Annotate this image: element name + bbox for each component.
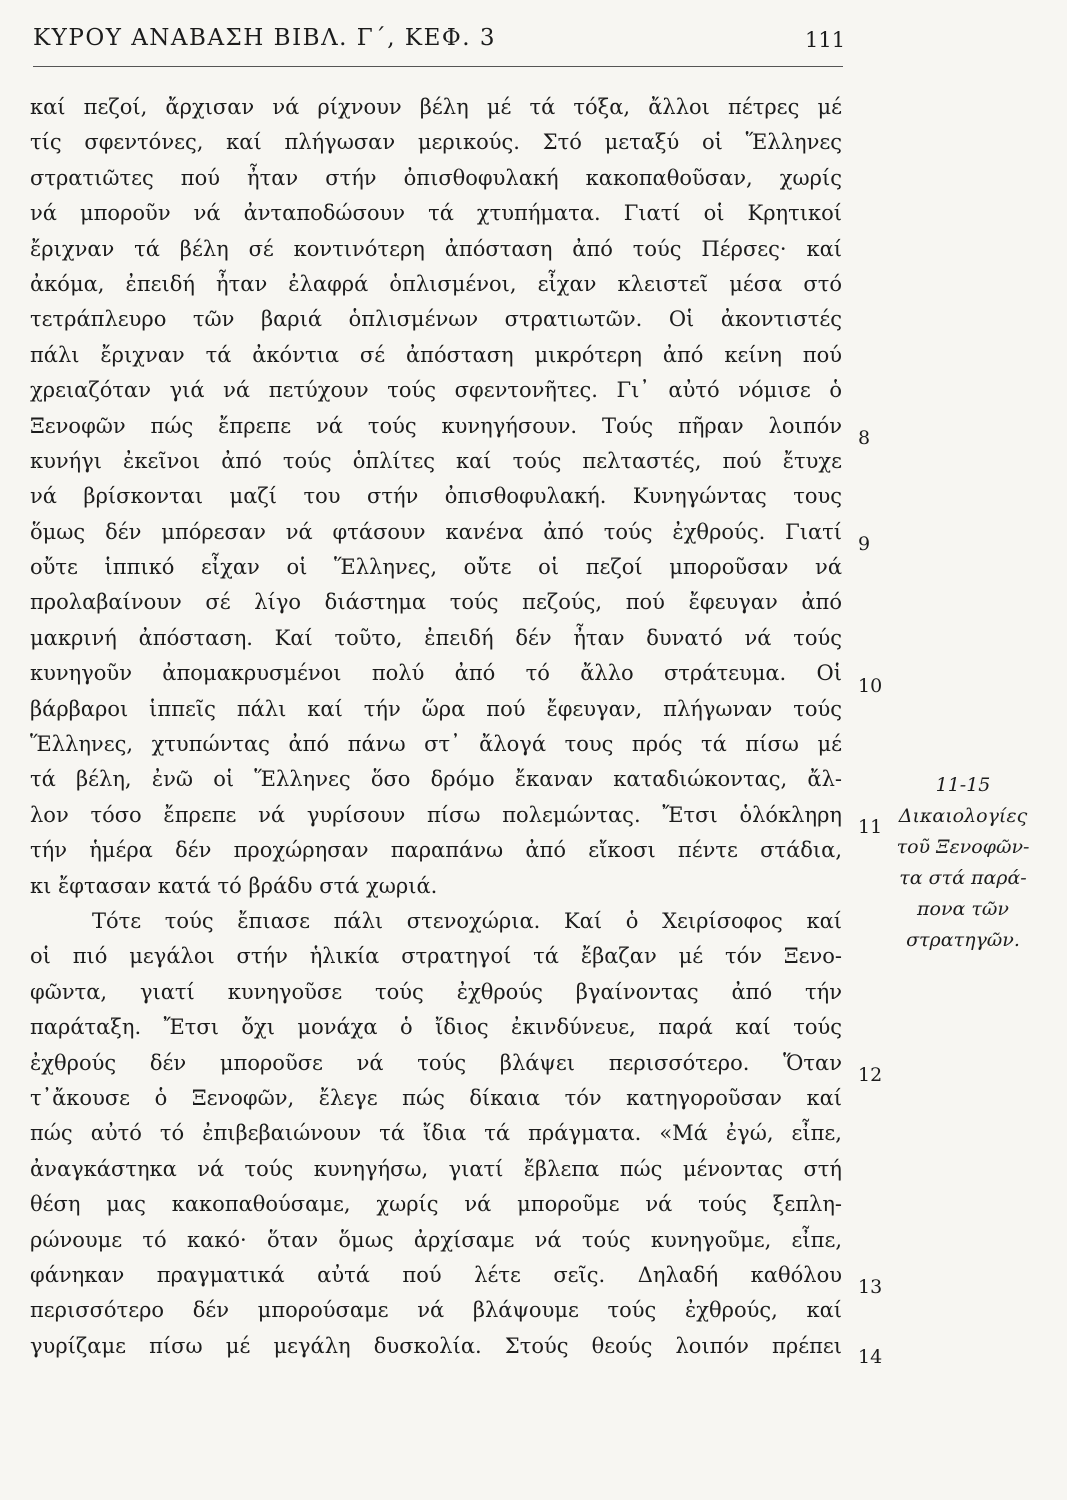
text-line: οἱ πιό μεγάλοι στήν ἡλικία στρατηγοί τά ἔβαζαν μέ τόν Ξενο- bbox=[30, 944, 842, 969]
margin-note-line: τα στά παρά- bbox=[899, 867, 1027, 889]
text-line: ἀκόμα, ἐπειδή ἦταν ἐλαφρά ὁπλισμένοι, εἶχαν κλειστεῖ μέσα στό bbox=[30, 271, 842, 296]
text-line: οὔτε ἱππικό εἶχαν οἱ Ἕλληνες, οὔτε οἱ πεζοί μποροῦσαν νά bbox=[30, 555, 842, 580]
text-line: θέση μας κακοπαθούσαμε, χωρίς νά μποροῦμε νά τούς ξεπλη- bbox=[30, 1192, 842, 1217]
margin-note-range: 11-15 bbox=[935, 774, 991, 796]
text-line: βάρβαροι ἱππεῖς πάλι καί τήν ὥρα πού ἔφευγαν, πλήγωναν τούς bbox=[30, 696, 842, 721]
margin-note-line: πονα τῶν bbox=[917, 898, 1009, 920]
text-line: πάλι ἔριχναν τά ἀκόντια σέ ἀπόσταση μικρότερη ἀπό κείνη πού bbox=[30, 342, 842, 367]
margin-note-line: τοῦ Ξενοφῶν- bbox=[896, 836, 1030, 858]
text-line: Ἕλληνες, χτυπώντας ἀπό πάνω στ᾽ ἄλογά τους πρός τά πίσω μέ bbox=[30, 732, 842, 757]
text-line: Ξενοφῶν πώς ἔπρεπε νά τούς κυνηγήσουν. Τούς πῆραν λοιπόν bbox=[30, 413, 842, 438]
text-line: καί πεζοί, ἄρχισαν νά ρίχνουν βέλη μέ τά τόξα, ἄλλοι πέτρες μέ bbox=[30, 95, 842, 119]
text-line: κυνηγοῦν ἀπομακρυσμένοι πολύ ἀπό τό ἄλλο στράτευμα. Οἱ bbox=[30, 661, 842, 686]
text-line: ρώνουμε τό κακό· ὅταν ὅμως ἀρχίσαμε νά τούς κυνηγοῦμε, εἶπε, bbox=[30, 1227, 842, 1252]
text-line: κυνήγι ἐκεῖνοι ἀπό τούς ὁπλίτες καί τούς πελταστές, πού ἔτυχε bbox=[30, 448, 842, 473]
text-line: ἔριχναν τά βέλη σέ κοντινότερη ἀπόσταση ἀπό τούς Πέρσες· καί bbox=[30, 236, 842, 261]
text-line: παράταξη. Ἔτσι ὄχι μονάχα ὁ ἴδιος ἐκινδύνευε, παρά καί τούς bbox=[30, 1015, 842, 1040]
section-number: 11 bbox=[858, 816, 883, 838]
text-line: μακρινή ἀπόσταση. Καί τοῦτο, ἐπειδή δέν ἦταν δυνατό νά τούς bbox=[30, 625, 842, 650]
section-number: 9 bbox=[858, 533, 871, 555]
text-line: ὅμως δέν μπόρεσαν νά φτάσουν κανένα ἀπό τούς ἐχθρούς. Γιατί bbox=[30, 519, 842, 544]
text-line: πώς αὐτό τό ἐπιβεβαιώνουν τά ἴδια τά πράγματα. «Μά ἐγώ, εἶπε, bbox=[30, 1121, 842, 1146]
text-line: φῶντα, γιατί κυνηγοῦσε τούς ἐχθρούς βγαίνοντας ἀπό τήν bbox=[30, 979, 842, 1004]
section-number: 13 bbox=[858, 1276, 883, 1298]
paragraph-end-line: κι ἔφτασαν κατά τό βράδυ στά χωριά. bbox=[30, 873, 438, 898]
text-line: στρατιῶτες πού ἦταν στήν ὀπισθοφυλακή κακοπαθοῦσαν, χωρίς bbox=[30, 165, 842, 190]
text-line: γυρίζαμε πίσω μέ μεγάλη δυσκολία. Στούς θεούς λοιπόν πρέπει bbox=[30, 1333, 842, 1358]
text-line: περισσότερο δέν μπορούσαμε νά βλάψουμε τούς ἐχθρούς, καί bbox=[30, 1298, 842, 1323]
text-line: χρειαζόταν γιά νά πετύχουν τούς σφεντονῆτες. Γι᾽ αὐτό νόμισε ὁ bbox=[30, 378, 842, 403]
text-line: νά βρίσκονται μαζί του στήν ὀπισθοφυλακή. Κυνηγώντας τους bbox=[30, 484, 842, 509]
text-line: ἀναγκάστηκα νά τούς κυνηγήσω, γιατί ἔβλεπα πώς μένοντας στή bbox=[30, 1156, 842, 1181]
section-number: 14 bbox=[858, 1346, 883, 1368]
text-line: νά μποροῦν νά ἀνταποδώσουν τά χτυπήματα. Γιατί οἱ Κρητικοί bbox=[30, 201, 842, 226]
section-number: 12 bbox=[858, 1064, 883, 1086]
margin-note-line: στρατηγῶν. bbox=[906, 929, 1020, 951]
text-line: προλαβαίνουν σέ λίγο διάστημα τούς πεζούς, πού ἔφευγαν ἀπό bbox=[30, 590, 842, 615]
margin-note-line: Δικαιολογίες bbox=[898, 805, 1028, 827]
text-line: τετράπλευρο τῶν βαριά ὁπλισμένων στρατιωτῶν. Οἱ ἀκοντιστές bbox=[30, 307, 842, 332]
text-line: τήν ἡμέρα δέν προχώρησαν παραπάνω ἀπό εἴκοσι πέντε στάδια, bbox=[30, 838, 842, 863]
text-line: φάνηκαν πραγματικά αὐτά πού λέτε σεῖς. Δηλαδή καθόλου bbox=[30, 1262, 842, 1287]
text-line: τ᾽ἄκουσε ὁ Ξενοφῶν, ἔλεγε πώς δίκαια τόν κατηγοροῦσαν καί bbox=[30, 1085, 842, 1110]
text-line: τά βέλη, ἐνῶ οἱ Ἕλληνες ὅσο δρόμο ἔκαναν καταδιώκοντας, ἄλ- bbox=[30, 767, 842, 792]
margin-note bbox=[878, 770, 1048, 956]
section-number: 8 bbox=[858, 427, 871, 449]
page-number: 111 bbox=[805, 28, 846, 52]
text-line: λον τόσο ἔπρεπε νά γυρίσουν πίσω πολεμώντας. Ἔτσι ὁλόκληρη bbox=[30, 802, 842, 827]
text-line: ἐχθρούς δέν μποροῦσε νά τούς βλάψει περισσότερο. Ὅταν bbox=[30, 1050, 842, 1075]
body-text bbox=[30, 90, 842, 1364]
paragraph-start-line: Τότε τούς ἔπιασε πάλι στενοχώρια. Καί ὁ Χειρίσοφος καί bbox=[92, 908, 842, 933]
text-line: τίς σφεντόνες, καί πλήγωσαν μερικούς. Στό μεταξύ οἱ Ἕλληνες bbox=[30, 130, 842, 155]
section-number: 10 bbox=[858, 675, 883, 697]
running-header-title: ΚΥΡΟΥ ΑΝΑΒΑΣΗ ΒΙΒΛ. Γ΄, ΚΕΦ. 3 bbox=[33, 25, 496, 51]
header-rule bbox=[33, 66, 843, 67]
